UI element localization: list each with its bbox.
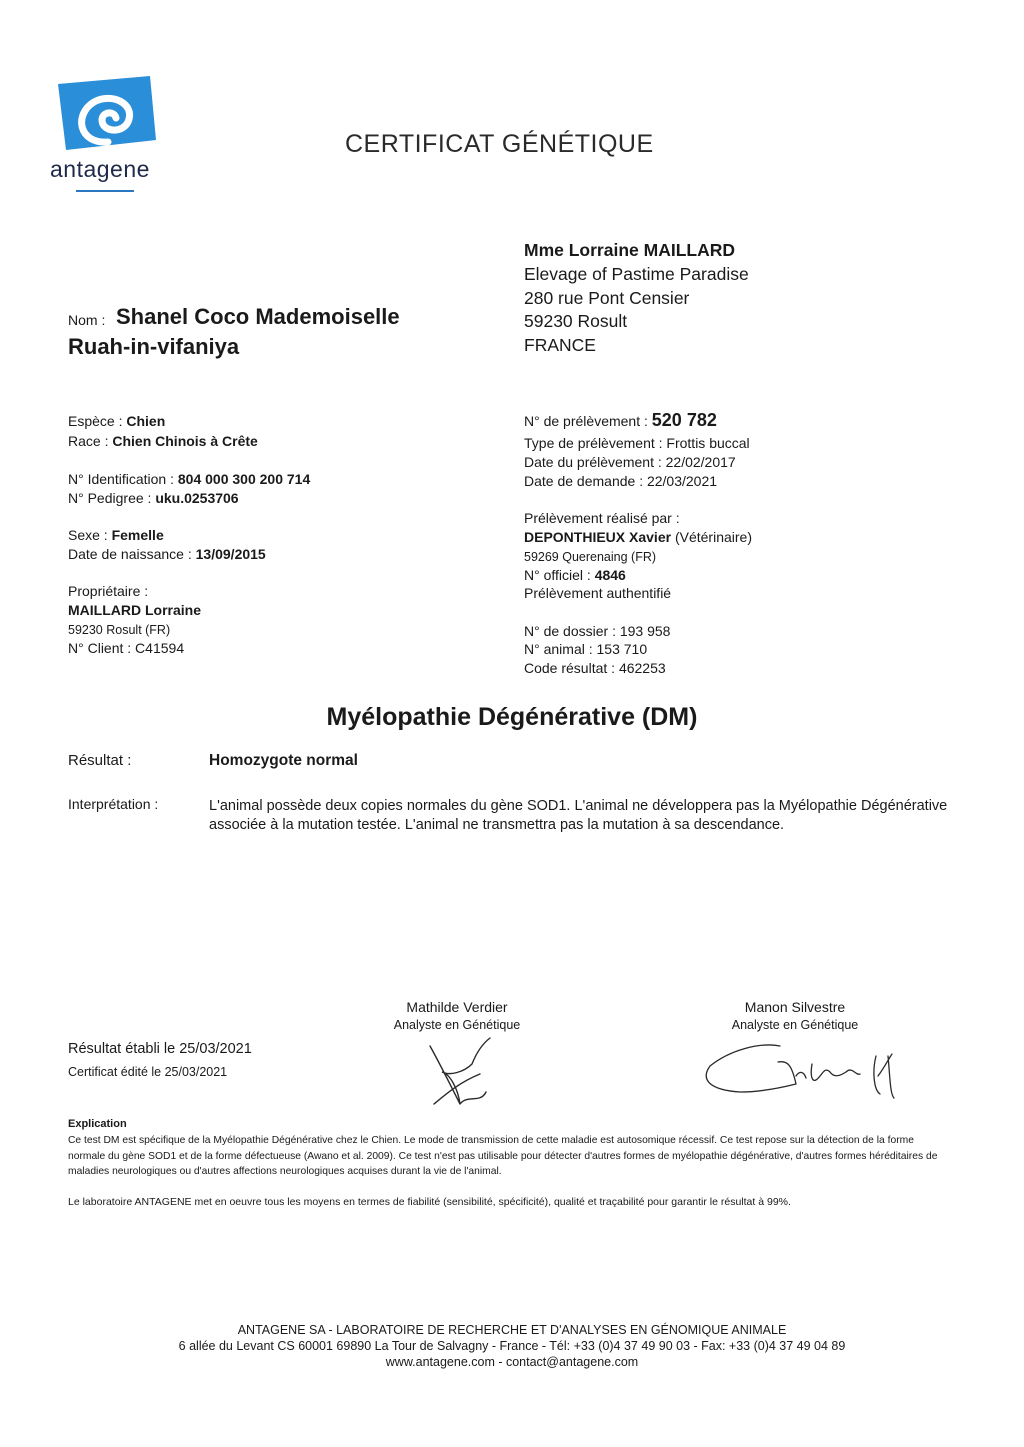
- race-row: [68, 432, 258, 451]
- sexe-label: Sexe :: [68, 527, 108, 543]
- signature-silvestre-icon: [700, 1036, 900, 1116]
- test-title: Myélopathie Dégénérative (DM): [326, 703, 698, 731]
- signatory-1: [367, 998, 547, 1034]
- prelevement-label: N° de prélèvement :: [524, 413, 648, 429]
- pedigree-value: uku.0253706: [155, 490, 239, 506]
- proprietaire-city: 59230 Rosult (FR): [68, 623, 171, 637]
- proprietaire-label: Propriétaire :: [68, 583, 149, 599]
- identification-label: N° Identification :: [68, 471, 174, 487]
- logo-wordmark: antagene: [50, 156, 150, 182]
- recipient-line-1: Elevage of Pastime Paradise: [524, 263, 749, 284]
- sample-date: Date du prélèvement : 22/02/2017: [524, 454, 736, 470]
- prelevement-row: [524, 411, 717, 431]
- lab-reliability-note: Le laboratoire ANTAGENE met en oeuvre tous les moyens en termes de fiabilité (sensibilité, spécificité), qualité et traçabilité pour garantir le résultat à 99%.: [68, 1196, 791, 1208]
- certificate-title: CERTIFICAT GÉNÉTIQUE: [345, 130, 654, 158]
- footer-line-1: ANTAGENE SA - LABORATOIRE DE RECHERCHE ET D'ANALYSES EN GÉNOMIQUE ANIMALE: [237, 1323, 787, 1337]
- signatory-1-role: Analyste en Génétique: [393, 1018, 521, 1032]
- realise-par-label: Prélèvement réalisé par :: [524, 510, 680, 526]
- sexe-value: Femelle: [111, 527, 164, 543]
- officiel-row: [524, 566, 626, 585]
- footer-line-3: www.antagene.com - contact@antagene.com: [385, 1355, 639, 1369]
- naissance-label: Date de naissance :: [68, 546, 192, 562]
- signatory-2: [705, 998, 885, 1034]
- signatory-2-name: Manon Silvestre: [744, 999, 846, 1015]
- request-date: Date de demande : 22/03/2021: [524, 473, 718, 489]
- race-label: Race :: [68, 433, 109, 449]
- footer: [0, 1322, 1024, 1370]
- identification-value: 804 000 300 200 714: [177, 471, 311, 487]
- nom-label: Nom :: [68, 312, 106, 328]
- veterinaire-city: 59269 Querenaing (FR): [524, 550, 657, 564]
- naissance-row: [68, 545, 266, 564]
- authentifie-text: Prélèvement authentifié: [524, 585, 672, 601]
- explication-text: Ce test DM est spécifique de la Myélopathie Dégénérative chez le Chien. Le mode de transmission de cette maladie est autosomique récessif. Ce test repose sur la détection de la forme normale du gène SOD1 et de la forme défectueuse (Awano et al. 2009). Ce test n'est pas utilisable pour détecter d'autres formes de myélopathie dégénérative, d'autres formes héréditaires de maladies neurologiques ou d'autres affections neurologiques acquises durant la vie de l'animal.: [68, 1135, 938, 1177]
- animal-name-line-1: Shanel Coco Mademoiselle: [116, 304, 400, 329]
- espece-value: Chien: [126, 413, 166, 429]
- race-value: Chien Chinois à Crête: [112, 433, 258, 449]
- recipient-line-4: FRANCE: [524, 335, 596, 356]
- proprietaire-value: MAILLARD Lorraine: [68, 602, 201, 618]
- prelevement-value: 520 782: [651, 410, 717, 430]
- logo-underline: [76, 190, 134, 192]
- signature-verdier-icon: [420, 1034, 500, 1114]
- footer-line-2: 6 allée du Levant CS 60001 69890 La Tour de Salvagny - France - Tél: +33 (0)4 37 49 90 03 - Fax: +33 (0)4 37 49 04 89: [178, 1339, 846, 1353]
- veterinaire-name: DEPONTHIEUX Xavier: [524, 529, 672, 545]
- officiel-value: 4846: [594, 567, 626, 583]
- resultat-etabli: Résultat établi le 25/03/2021: [68, 1041, 252, 1057]
- certificat-edite: Certificat édité le 25/03/2021: [68, 1065, 228, 1079]
- resultat-label: Résultat :: [68, 752, 132, 769]
- officiel-label: N° officiel :: [524, 567, 591, 583]
- proprietaire-row: [68, 601, 201, 620]
- interpretation-text: L'animal possède deux copies normales du gène SOD1. L'animal ne développera pas la Myélopathie Dégénérative associée à la mutation testée. L'animal ne transmettra pas la mutation à sa descendance.: [209, 798, 948, 833]
- dossier-number: N° de dossier : 193 958: [524, 623, 671, 639]
- animal-number: N° animal : 153 710: [524, 641, 648, 657]
- sample-type: Type de prélèvement : Frottis buccal: [524, 435, 750, 451]
- pedigree-label: N° Pedigree :: [68, 490, 152, 506]
- recipient-name: Mme Lorraine MAILLARD: [524, 240, 735, 260]
- veterinaire-role: (Vétérinaire): [674, 529, 752, 545]
- pedigree-row: [68, 489, 239, 508]
- explication-title: Explication: [68, 1118, 127, 1130]
- recipient-line-2: 280 rue Pont Censier: [524, 287, 690, 308]
- resultat-value: Homozygote normal: [209, 752, 358, 769]
- interpretation-label: Interprétation :: [68, 796, 159, 812]
- espece-row: [68, 412, 165, 431]
- client-number: N° Client : C41594: [68, 640, 185, 656]
- signatory-1-name: Mathilde Verdier: [406, 999, 508, 1015]
- espece-label: Espèce :: [68, 413, 123, 429]
- veterinaire-row: [524, 528, 752, 547]
- recipient-address: [524, 239, 749, 358]
- code-resultat: Code résultat : 462253: [524, 660, 666, 676]
- antagene-swirl-logo-icon: [50, 74, 162, 164]
- naissance-value: 13/09/2015: [195, 546, 266, 562]
- animal-name-line-2: Ruah-in-vifaniya: [68, 334, 240, 359]
- sexe-row: [68, 526, 164, 545]
- identification-row: [68, 470, 310, 489]
- signatory-2-role: Analyste en Génétique: [731, 1018, 859, 1032]
- recipient-line-3: 59230 Rosult: [524, 311, 628, 332]
